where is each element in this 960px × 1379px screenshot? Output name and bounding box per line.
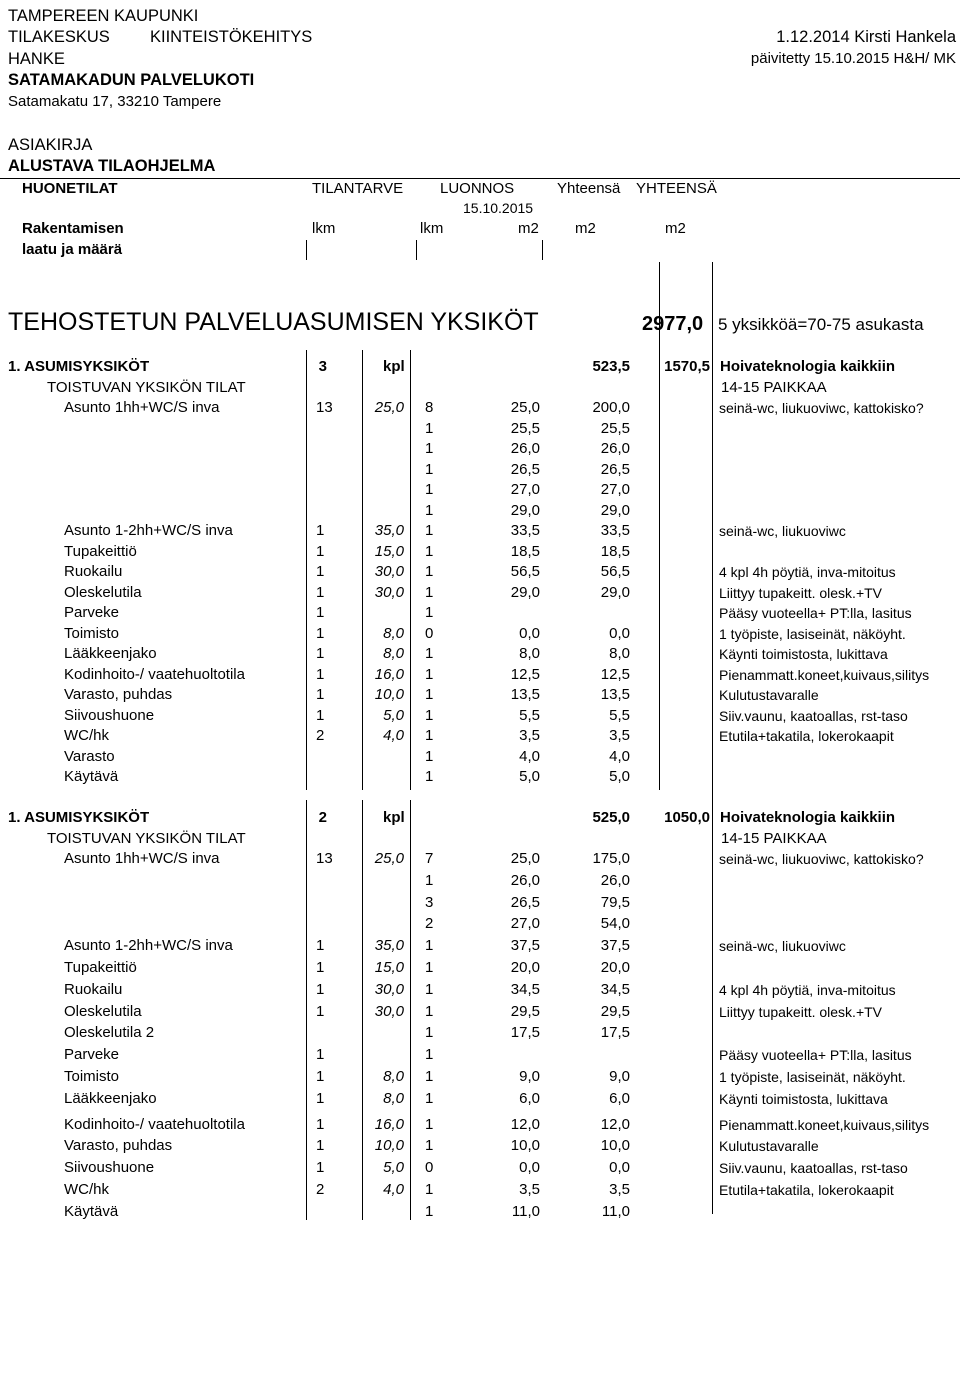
row-total: 5,0 xyxy=(609,768,630,785)
row-name: Lääkkeenjako xyxy=(64,1089,157,1107)
row-note: 4 kpl 4h pöytiä, inva-mitoitus xyxy=(719,981,896,998)
row-name: Ruokailu xyxy=(64,980,123,998)
section-remark: Hoivateknologia kaikkiin xyxy=(720,358,896,375)
row-name: Tupakeittiö xyxy=(64,542,137,560)
row-total: 175,0 xyxy=(592,850,630,867)
row-req-count: 1 xyxy=(316,542,325,560)
section-total: 1570,5 xyxy=(664,358,710,375)
row-area: 5,5 xyxy=(519,706,540,724)
row-req-count: 1 xyxy=(316,563,325,580)
row-req-area: 8,0 xyxy=(383,1089,404,1107)
project-name: SATAMAKADUN PALVELUKOTI xyxy=(8,71,255,89)
row-count: 1 xyxy=(425,1002,434,1020)
row-req-count: 1 xyxy=(316,686,325,703)
section-title: 1. ASUMISYKSIKÖT xyxy=(8,809,150,826)
row-count: 8 xyxy=(425,399,434,416)
row-name: Käytävä xyxy=(64,768,119,785)
row-note: seinä-wc, liukuoviwc xyxy=(719,523,846,539)
row-total: 3,5 xyxy=(609,1181,630,1198)
updated-text: päivitetty 15.10.2015 H&H/ MK xyxy=(750,50,956,67)
row-count: 1 xyxy=(425,460,434,478)
row-req-area: 35,0 xyxy=(374,937,404,955)
row-count: 1 xyxy=(425,501,434,519)
row-count: 1 xyxy=(425,1137,434,1155)
row-req-area: 15,0 xyxy=(374,542,404,560)
row-total: 29,0 xyxy=(600,583,630,601)
row-req-area: 25,0 xyxy=(374,399,404,416)
section-count: 2 xyxy=(318,809,327,826)
row-req-area: 30,0 xyxy=(374,563,404,580)
row-req-area: 8,0 xyxy=(383,624,404,642)
row-req-area: 5,0 xyxy=(383,1159,404,1177)
row-name: Kodinhoito-/ vaatehuoltotila xyxy=(64,1115,245,1133)
row-note: Siiv.vaunu, kaatoallas, rst-taso xyxy=(719,1160,908,1177)
row-count: 7 xyxy=(425,850,434,867)
row-note: Etutila+takatila, lokerokaapit xyxy=(719,1182,894,1198)
row-name: Toimisto xyxy=(64,624,120,642)
row-area: 13,5 xyxy=(510,686,540,703)
row-total: 37,5 xyxy=(600,937,630,955)
row-area: 5,0 xyxy=(519,768,540,785)
row-req-area: 25,0 xyxy=(374,850,404,867)
row-note: 1 työpiste, lasiseinät, näköyht. xyxy=(719,625,906,642)
row-total: 3,5 xyxy=(609,727,630,744)
row-total: 20,0 xyxy=(600,959,630,976)
row-note: Kulutustavaralle xyxy=(719,687,819,703)
row-req-count: 1 xyxy=(316,645,325,662)
row-total: 79,5 xyxy=(600,893,630,911)
row-name: Tupakeittiö xyxy=(64,959,137,976)
row-count: 1 xyxy=(425,440,434,457)
row-total: 17,5 xyxy=(600,1024,630,1042)
row-req-count: 1 xyxy=(316,1046,325,1064)
row-req-area: 5,0 xyxy=(383,706,404,724)
row-note: Käynti toimistosta, lukittava xyxy=(719,1090,888,1107)
row-req-area: 8,0 xyxy=(383,645,404,662)
row-name: Oleskelutila xyxy=(64,1002,142,1020)
row-note: Pääsy vuoteella+ PT:lla, lasitus xyxy=(719,1047,912,1064)
row-note: seinä-wc, liukuoviwc, kattokisko? xyxy=(719,400,924,416)
project-address: Satamakatu 17, 33210 Tampere xyxy=(8,93,222,110)
row-count: 1 xyxy=(425,563,434,580)
row-total: 12,5 xyxy=(600,665,630,683)
row-area: 0,0 xyxy=(519,1159,540,1177)
row-name: Parveke xyxy=(64,1046,120,1064)
row-total: 56,5 xyxy=(600,563,630,580)
row-area: 37,5 xyxy=(510,937,540,955)
row-note: Etutila+takatila, lokerokaapit xyxy=(719,728,894,744)
section-unit: kpl xyxy=(383,358,405,375)
row-total: 8,0 xyxy=(609,645,630,662)
row-count: 0 xyxy=(425,624,434,642)
row-count: 1 xyxy=(425,542,434,560)
row-count: 1 xyxy=(425,871,434,889)
section-unit: kpl xyxy=(383,809,405,826)
org-name: TAMPEREEN KAUPUNKI xyxy=(8,7,199,25)
row-area: 17,5 xyxy=(510,1024,540,1042)
row-area: 27,0 xyxy=(510,481,540,498)
row-total: 27,0 xyxy=(600,481,630,498)
row-area: 8,0 xyxy=(519,645,540,662)
row-req-area: 10,0 xyxy=(374,1137,404,1155)
col-m2-2: m2 xyxy=(575,220,596,237)
row-count: 1 xyxy=(425,706,434,724)
col-luonnos: LUONNOS xyxy=(440,180,515,197)
row-area: 9,0 xyxy=(519,1068,540,1085)
row-count: 1 xyxy=(425,727,434,744)
doc-label: ASIAKIRJA xyxy=(8,136,93,154)
row-total: 0,0 xyxy=(609,624,630,642)
row-count: 1 xyxy=(425,1068,434,1085)
doc-title: ALUSTAVA TILAOHJELMA xyxy=(8,157,216,175)
section-subtitle: TOISTUVAN YKSIKÖN TILAT xyxy=(47,378,246,396)
main-total: 2977,0 xyxy=(642,313,704,335)
row-total: 29,5 xyxy=(600,1002,630,1020)
row-count: 0 xyxy=(425,1159,434,1177)
row-total: 34,5 xyxy=(600,980,630,998)
section-title: 1. ASUMISYKSIKÖT xyxy=(8,358,150,375)
row-count: 1 xyxy=(425,1181,434,1198)
row-req-count: 1 xyxy=(316,604,325,621)
row-req-count: 1 xyxy=(316,706,325,724)
row-count: 1 xyxy=(425,1046,434,1064)
row-name: Asunto 1hh+WC/S inva xyxy=(64,399,220,416)
row-note: 1 työpiste, lasiseinät, näköyht. xyxy=(719,1069,906,1085)
row-name: Oleskelutila xyxy=(64,583,142,601)
row-area: 29,0 xyxy=(510,501,540,519)
row-note: seinä-wc, liukuoviwc xyxy=(719,938,846,955)
row-area: 18,5 xyxy=(510,542,540,560)
row-area: 25,0 xyxy=(510,399,540,416)
row-req-count: 2 xyxy=(316,1181,325,1198)
row-count: 1 xyxy=(425,604,434,621)
dept-name: TILAKESKUS xyxy=(8,28,110,46)
row-total: 0,0 xyxy=(609,1159,630,1177)
row-count: 1 xyxy=(425,481,434,498)
row-note: seinä-wc, liukuoviwc, kattokisko? xyxy=(719,851,924,867)
row-req-area: 4,0 xyxy=(383,1181,404,1198)
col-yhteensa-total: YHTEENSÄ xyxy=(636,180,717,197)
section-count: 3 xyxy=(318,358,327,375)
row-area: 27,0 xyxy=(510,915,540,933)
row-total: 12,0 xyxy=(600,1115,630,1133)
row-area: 3,5 xyxy=(519,727,540,744)
section-area: 523,5 xyxy=(592,358,630,375)
row-area: 25,5 xyxy=(510,419,540,437)
row-area: 34,5 xyxy=(510,980,540,998)
row-area: 33,5 xyxy=(510,522,540,539)
col-m2-1: m2 xyxy=(518,220,539,237)
section-subtitle: TOISTUVAN YKSIKÖN TILAT xyxy=(47,829,246,847)
row-count: 1 xyxy=(425,583,434,601)
row-total: 5,5 xyxy=(609,706,630,724)
row-req-area: 30,0 xyxy=(374,1002,404,1020)
row-total: 26,0 xyxy=(600,440,630,457)
col-laatu: laatu ja määrä xyxy=(22,241,123,258)
col-lkm-1: lkm xyxy=(312,220,336,237)
row-total: 18,5 xyxy=(600,542,630,560)
section-total: 1050,0 xyxy=(664,809,710,826)
row-area: 10,0 xyxy=(510,1137,540,1155)
row-area: 56,5 xyxy=(510,563,540,580)
row-count: 1 xyxy=(425,645,434,662)
row-count: 1 xyxy=(425,747,434,765)
col-m2-3: m2 xyxy=(665,220,686,237)
date-author: 1.12.2014 Kirsti Hankela xyxy=(776,28,956,46)
row-count: 3 xyxy=(425,893,434,911)
row-total: 9,0 xyxy=(609,1068,630,1085)
row-count: 2 xyxy=(425,915,434,933)
row-note: Pienammatt.koneet,kuivaus,silitys xyxy=(719,1116,930,1133)
row-count: 1 xyxy=(425,1024,434,1042)
row-area: 26,0 xyxy=(510,440,540,457)
row-name: Parveke xyxy=(64,604,120,621)
row-name: Varasto, puhdas xyxy=(64,1137,173,1155)
row-area: 11,0 xyxy=(511,1202,540,1220)
row-area: 29,0 xyxy=(510,583,540,601)
row-req-count: 13 xyxy=(316,399,333,416)
row-total: 26,0 xyxy=(600,871,630,889)
row-name: Varasto xyxy=(64,747,115,765)
row-req-count: 1 xyxy=(316,1115,325,1133)
row-area: 12,0 xyxy=(510,1115,540,1133)
row-area: 29,5 xyxy=(510,1002,540,1020)
row-name: Ruokailu xyxy=(64,563,123,580)
row-total: 54,0 xyxy=(600,915,630,933)
row-req-area: 4,0 xyxy=(383,727,404,744)
row-area: 6,0 xyxy=(519,1089,540,1107)
row-note: Pienammatt.koneet,kuivaus,silitys xyxy=(719,666,930,683)
row-area: 12,5 xyxy=(510,665,540,683)
row-total: 25,5 xyxy=(600,419,630,437)
row-req-count: 1 xyxy=(316,1089,325,1107)
row-name: Siivoushuone xyxy=(64,706,155,724)
row-area: 26,5 xyxy=(510,460,540,478)
col-tilantarve: TILANTARVE xyxy=(312,180,404,197)
row-count: 1 xyxy=(425,1202,434,1220)
row-area: 25,0 xyxy=(510,850,540,867)
row-req-count: 1 xyxy=(316,665,325,683)
row-total: 13,5 xyxy=(600,686,630,703)
row-req-count: 1 xyxy=(316,1068,325,1085)
row-name: Asunto 1-2hh+WC/S inva xyxy=(64,937,233,955)
row-note: Liittyy tupakeitt. olesk.+TV xyxy=(719,1003,883,1020)
row-count: 1 xyxy=(425,1089,434,1107)
row-total: 29,0 xyxy=(600,501,630,519)
row-total: 6,0 xyxy=(609,1089,630,1107)
row-area: 26,0 xyxy=(510,871,540,889)
row-name: Toimisto xyxy=(64,1068,120,1085)
unit-name: KIINTEISTÖKEHITYS xyxy=(150,28,313,46)
row-name: Lääkkeenjako xyxy=(64,645,157,662)
row-note: Pääsy vuoteella+ PT:lla, lasitus xyxy=(719,605,912,621)
row-req-area: 15,0 xyxy=(374,959,404,976)
row-total: 26,5 xyxy=(600,460,630,478)
row-area: 26,5 xyxy=(510,893,540,911)
row-area: 20,0 xyxy=(510,959,540,976)
row-note: 4 kpl 4h pöytiä, inva-mitoitus xyxy=(719,564,896,580)
row-count: 1 xyxy=(425,1115,434,1133)
row-area: 4,0 xyxy=(519,747,540,765)
row-name: Varasto, puhdas xyxy=(64,686,173,703)
row-req-count: 13 xyxy=(316,850,333,867)
section-sub-remark: 14-15 PAIKKAA xyxy=(721,829,827,847)
row-count: 1 xyxy=(425,665,434,683)
row-req-count: 2 xyxy=(316,727,325,744)
row-req-count: 1 xyxy=(316,980,325,998)
row-req-area: 30,0 xyxy=(374,980,404,998)
col-lkm-2: lkm xyxy=(420,220,444,237)
row-req-count: 1 xyxy=(316,522,325,539)
row-name: Käytävä xyxy=(64,1202,119,1220)
row-req-count: 1 xyxy=(316,1137,325,1155)
row-name: WC/hk xyxy=(64,727,109,744)
row-note: Siiv.vaunu, kaatoallas, rst-taso xyxy=(719,707,908,724)
section-sub-remark: 14-15 PAIKKAA xyxy=(721,378,827,396)
row-req-count: 1 xyxy=(316,937,325,955)
row-req-count: 1 xyxy=(316,1159,325,1177)
row-note: Kulutustavaralle xyxy=(719,1138,819,1155)
col-yhteensa: Yhteensä xyxy=(557,180,621,197)
hanke-label: HANKE xyxy=(8,50,65,68)
row-area: 0,0 xyxy=(519,624,540,642)
row-req-area: 8,0 xyxy=(383,1068,404,1085)
row-req-count: 1 xyxy=(316,959,325,976)
row-count: 1 xyxy=(425,686,434,703)
row-req-area: 35,0 xyxy=(374,522,404,539)
row-total: 33,5 xyxy=(600,522,630,539)
row-total: 4,0 xyxy=(609,747,630,765)
row-count: 1 xyxy=(425,522,434,539)
row-count: 1 xyxy=(425,419,434,437)
row-note: Liittyy tupakeitt. olesk.+TV xyxy=(719,584,883,601)
row-count: 1 xyxy=(425,768,434,785)
row-total: 10,0 xyxy=(600,1137,630,1155)
main-note: 5 yksikköä=70-75 asukasta xyxy=(718,315,924,334)
row-count: 1 xyxy=(425,937,434,955)
row-req-area: 30,0 xyxy=(374,583,404,601)
section-remark: Hoivateknologia kaikkiin xyxy=(720,809,896,826)
row-req-area: 16,0 xyxy=(374,665,404,683)
row-req-area: 10,0 xyxy=(374,686,404,703)
row-name: Kodinhoito-/ vaatehuoltotila xyxy=(64,665,245,683)
col-date: 15.10.2015 xyxy=(463,200,534,216)
section-area: 525,0 xyxy=(592,809,630,826)
row-count: 1 xyxy=(425,959,434,976)
row-req-count: 1 xyxy=(316,583,325,601)
col-huonetilat: HUONETILAT xyxy=(22,180,118,197)
main-title: TEHOSTETUN PALVELUASUMISEN YKSIKÖT xyxy=(8,308,539,336)
row-req-count: 1 xyxy=(316,624,325,642)
row-name: Asunto 1hh+WC/S inva xyxy=(64,850,220,867)
row-area: 3,5 xyxy=(519,1181,540,1198)
row-count: 1 xyxy=(425,980,434,998)
row-req-count: 1 xyxy=(316,1002,325,1020)
row-total: 11,0 xyxy=(601,1202,630,1220)
row-name: WC/hk xyxy=(64,1181,109,1198)
row-note: Käynti toimistosta, lukittava xyxy=(719,646,888,662)
row-total: 200,0 xyxy=(592,399,630,416)
row-name: Asunto 1-2hh+WC/S inva xyxy=(64,522,233,539)
row-name: Siivoushuone xyxy=(64,1159,155,1177)
row-req-area: 16,0 xyxy=(374,1115,404,1133)
row-name: Oleskelutila 2 xyxy=(64,1024,155,1042)
col-rakentamisen: Rakentamisen xyxy=(22,220,124,237)
